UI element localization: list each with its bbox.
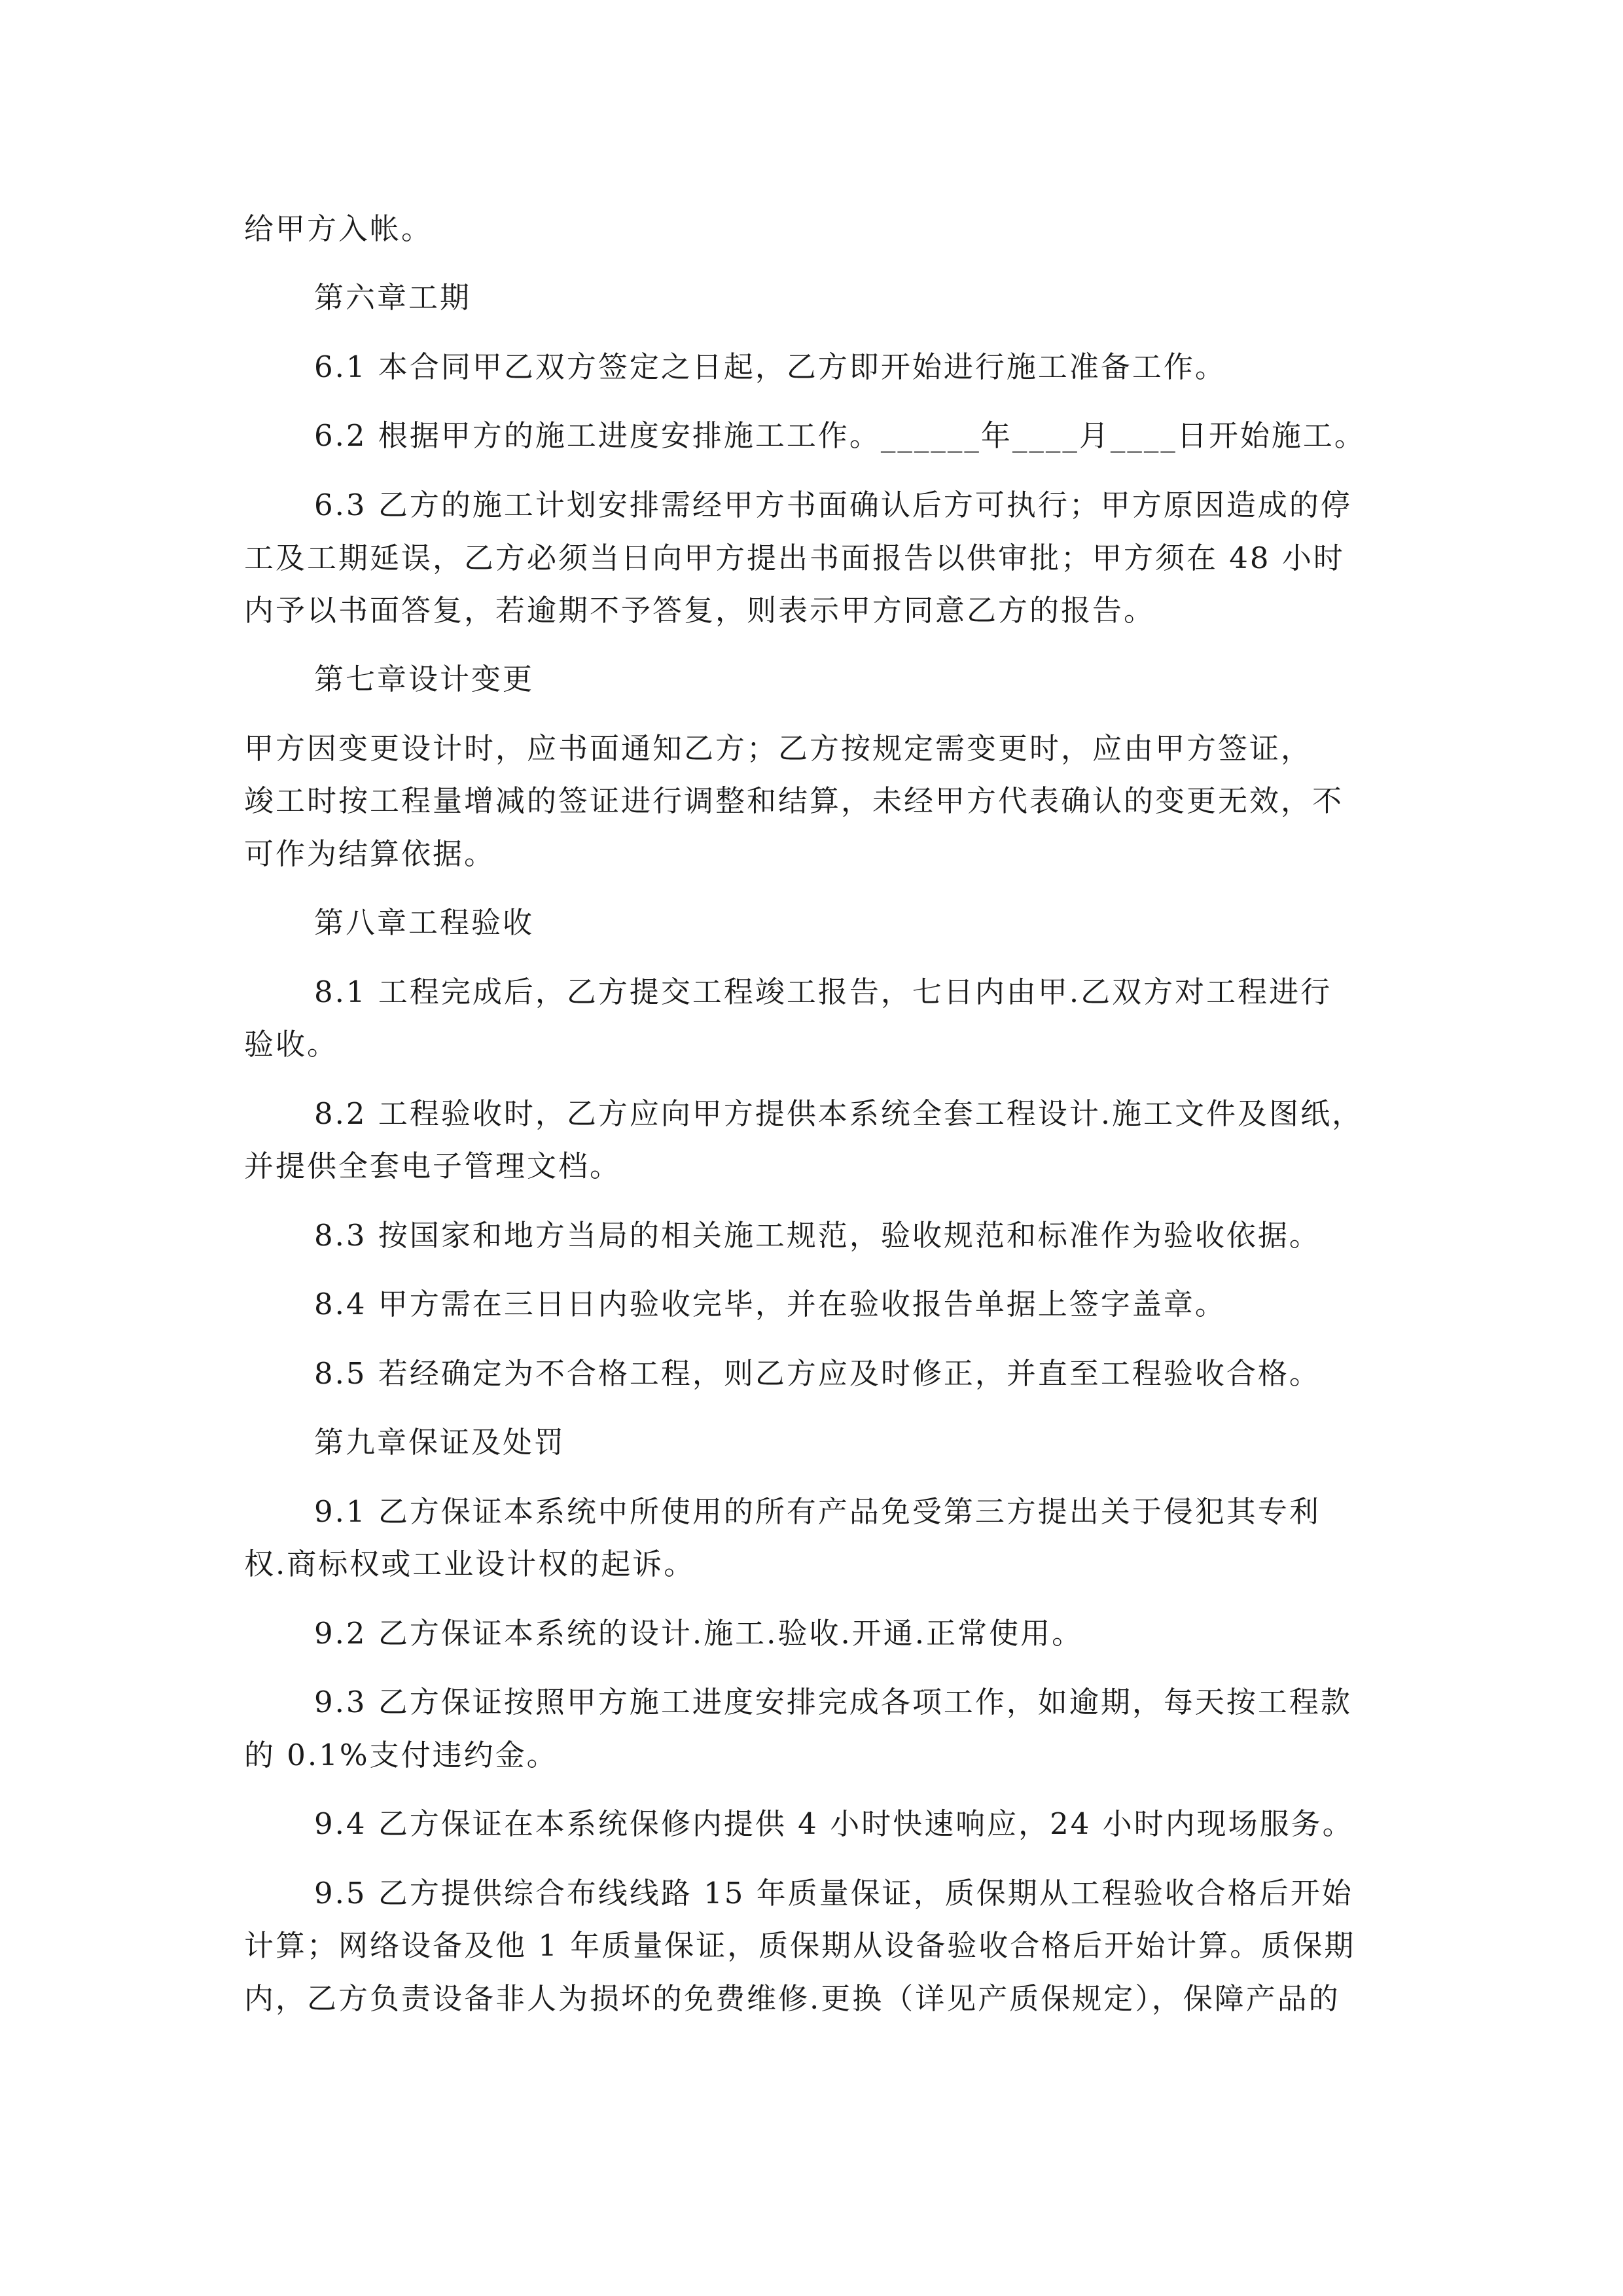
text-line: 权.商标权或工业设计权的起诉。 <box>244 1547 696 1581</box>
clause-8-1: 8.1 工程完成后，乙方提交工程竣工报告，七日内由甲.乙双方对工程进行 <box>314 975 1332 1009</box>
clause-9-2: 9.2 乙方保证本系统的设计.施工.验收.开通.正常使用。 <box>314 1616 1084 1651</box>
clause-8-4: 8.4 甲方需在三日日内验收完毕，并在验收报告单据上签字盖章。 <box>314 1287 1226 1321</box>
clause-6-2: 6.2 根据甲方的施工进度安排施工工作。______年____月____日开始施工。 <box>314 418 1366 453</box>
clause-6-3: 6.3 乙方的施工计划安排需经甲方书面确认后方可执行；甲方原因造成的停 <box>314 488 1352 522</box>
clause-8-3: 8.3 按国家和地方当局的相关施工规范，验收规范和标准作为验收依据。 <box>314 1218 1321 1253</box>
chapter-heading-7: 第七章设计变更 <box>314 662 535 696</box>
text-line: 验收。 <box>244 1027 339 1062</box>
clause-9-3: 9.3 乙方保证按照甲方施工进度安排完成各项工作，如逾期，每天按工程款 <box>314 1685 1352 1719</box>
text-line: 给甲方入帐。 <box>244 211 433 246</box>
text-line: 甲方因变更设计时，应书面通知乙方；乙方按规定需变更时，应由甲方签证， <box>244 731 1313 766</box>
clause-9-4: 9.4 乙方保证在本系统保修内提供 4 小时快速响应，24 小时内现场服务。 <box>314 1806 1354 1841</box>
text-line: 并提供全套电子管理文档。 <box>244 1149 622 1183</box>
chapter-heading-6: 第六章工期 <box>314 280 472 315</box>
text-line: 竣工时按工程量增减的签证进行调整和结算，未经甲方代表确认的变更无效，不 <box>244 783 1344 818</box>
text-line: 计算；网络设备及他 1 年质量保证，质保期从设备验收合格后开始计算。质保期 <box>244 1928 1356 1963</box>
clause-8-5: 8.5 若经确定为不合格工程，则乙方应及时修正，并直至工程验收合格。 <box>314 1356 1321 1391</box>
text-line: 的 0.1%支付违约金。 <box>244 1738 558 1772</box>
clause-9-1: 9.1 乙方保证本系统中所使用的所有产品免受第三方提出关于侵犯其专利 <box>314 1494 1321 1529</box>
chapter-heading-9: 第九章保证及处罚 <box>314 1425 566 1460</box>
text-line: 内予以书面答复，若逾期不予答复，则表示甲方同意乙方的报告。 <box>244 593 1156 628</box>
clause-9-5: 9.5 乙方提供综合布线线路 15 年质量保证，质保期从工程验收合格后开始 <box>314 1876 1353 1910</box>
clause-6-1: 6.1 本合同甲乙双方签定之日起，乙方即开始进行施工准备工作。 <box>314 350 1226 384</box>
text-line: 内，乙方负责设备非人为损坏的免费维修.更换（详见产质保规定），保障产品的 <box>244 1981 1340 2016</box>
text-line: 可作为结算依据。 <box>244 836 496 871</box>
chapter-heading-8: 第八章工程验收 <box>314 905 535 940</box>
text-line: 工及工期延误，乙方必须当日向甲方提出书面报告以供审批；甲方须在 48 小时 <box>244 541 1345 575</box>
clause-8-2: 8.2 工程验收时，乙方应向甲方提供本系统全套工程设计.施工文件及图纸， <box>314 1096 1364 1131</box>
